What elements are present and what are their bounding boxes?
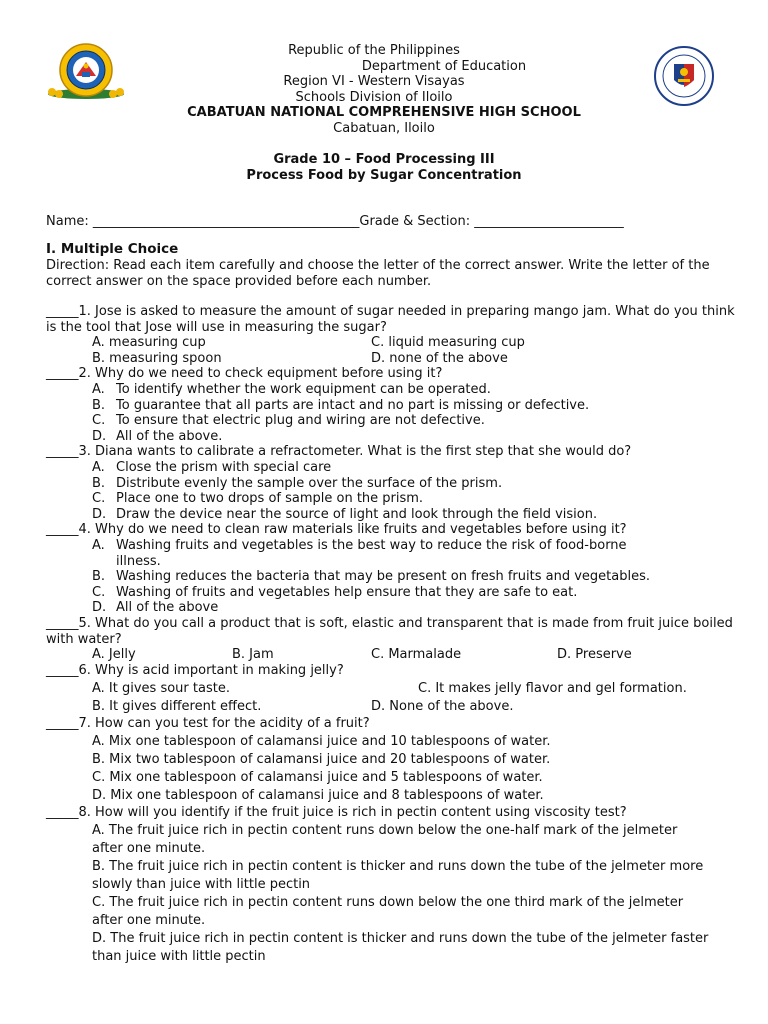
question-8-options bbox=[92, 822, 724, 966]
question-6-option-a: A. It gives sour taste. bbox=[92, 681, 230, 696]
question-1 bbox=[46, 304, 736, 335]
question-1-option-b: B. measuring spoon bbox=[92, 351, 222, 366]
question-6-option-d: D. None of the above. bbox=[371, 699, 514, 714]
question-5-option-b: B. Jam bbox=[232, 647, 274, 662]
question-3-options bbox=[92, 460, 732, 522]
header-division: Schools Division of Iloilo bbox=[295, 89, 453, 105]
question-3-option-a bbox=[92, 460, 732, 476]
question-3-stem: _____3. Diana wants to calibrate a refractometer. What is the first step that she would do? bbox=[46, 444, 632, 459]
question-7-option-b: B. Mix two tablespoon of calamansi juice and 20 tablespoons of water. bbox=[92, 752, 551, 767]
option-letter: A. bbox=[92, 382, 105, 397]
question-6-option-c: C. It makes jelly flavor and gel formation. bbox=[418, 681, 687, 696]
question-1-option-c: C. liquid measuring cup bbox=[371, 335, 525, 350]
option-text: To ensure that electric plug and wiring are not defective. bbox=[116, 413, 485, 428]
option-text: To identify whether the work equipment can be operated. bbox=[116, 382, 491, 397]
option-letter: D. bbox=[92, 506, 107, 522]
question-5-option-c: C. Marmalade bbox=[371, 647, 462, 662]
question-1-option-d: D. none of the above bbox=[371, 351, 508, 366]
header-republic: Republic of the Philippines bbox=[288, 43, 460, 58]
header-school-name: CABATUAN NATIONAL COMPREHENSIVE HIGH SCHOOL bbox=[187, 105, 581, 120]
question-7-option-a: A. Mix one tablespoon of calamansi juice and 10 tablespoons of water. bbox=[92, 734, 551, 749]
question-4-stem: _____4. Why do we need to clean raw materials like fruits and vegetables before using it? bbox=[46, 522, 627, 537]
question-3-option-c bbox=[92, 491, 732, 507]
question-5-option-a: A. Jelly bbox=[92, 647, 136, 662]
option-text: Close the prism with special care bbox=[116, 460, 332, 475]
option-text: Place one to two drops of sample on the prism. bbox=[116, 491, 424, 506]
option-text: Distribute evenly the sample over the surface of the prism. bbox=[116, 475, 503, 491]
question-8-option-d: D. The fruit juice rich in pectin content is thicker and runs down the tube of the jelmeter faster than juice with little pectin bbox=[92, 931, 709, 964]
header-block bbox=[0, 43, 768, 136]
option-letter: D. bbox=[92, 600, 107, 615]
option-text: Washing of fruits and vegetables help ensure that they are safe to eat. bbox=[116, 584, 578, 600]
option-letter: C. bbox=[92, 413, 106, 428]
question-5-option-d: D. Preserve bbox=[557, 647, 632, 662]
question-8-option-b: B. The fruit juice rich in pectin content is thicker and runs down the tube of the jelmeter more slowly than juice with little pectin bbox=[92, 859, 704, 892]
header-school-location: Cabatuan, Iloilo bbox=[333, 120, 435, 136]
question-2 bbox=[46, 366, 736, 382]
question-7 bbox=[46, 716, 736, 732]
question-2-stem: _____2. Why do we need to check equipment before using it? bbox=[46, 366, 443, 381]
question-2-option-d bbox=[92, 429, 732, 445]
option-text: All of the above. bbox=[116, 428, 223, 444]
option-text: Draw the device near the source of light and look through the field vision. bbox=[116, 506, 598, 522]
question-8 bbox=[46, 805, 736, 821]
question-7-stem: _____7. How can you test for the acidity of a fruit? bbox=[46, 716, 370, 731]
question-4 bbox=[46, 522, 736, 538]
question-1-option-a: A. measuring cup bbox=[92, 335, 206, 350]
question-4-option-c bbox=[92, 585, 732, 601]
option-text: Washing fruits and vegetables is the best way to reduce the risk of food-borne illness. bbox=[116, 538, 627, 569]
question-2-option-c bbox=[92, 413, 732, 429]
question-8-stem: _____8. How will you identify if the fruit juice is rich in pectin content using viscosity test? bbox=[46, 805, 627, 820]
question-5-stem: _____5. What do you call a product that is soft, elastic and transparent that is made from fruit juice boiled with water? bbox=[46, 616, 733, 647]
question-4-option-b bbox=[92, 569, 732, 585]
question-1-stem: _____1. Jose is asked to measure the amount of sugar needed in preparing mango jam. What do you think is the tool that Jose will use in measuring the sugar? bbox=[46, 304, 735, 335]
question-3-option-b bbox=[92, 476, 732, 492]
question-4-option-d bbox=[92, 600, 732, 616]
section-title: I. Multiple Choice bbox=[46, 241, 179, 257]
document-title bbox=[0, 152, 768, 183]
question-7-options bbox=[92, 733, 732, 805]
question-2-option-b bbox=[92, 398, 732, 414]
question-7-option-c: C. Mix one tablespoon of calamansi juice and 5 tablespoons of water. bbox=[92, 770, 543, 785]
question-6-option-b: B. It gives different effect. bbox=[92, 699, 262, 714]
question-6-stem: _____6. Why is acid important in making jelly? bbox=[46, 663, 344, 678]
question-2-options bbox=[92, 382, 732, 444]
question-6 bbox=[46, 663, 736, 679]
option-letter: B. bbox=[92, 569, 106, 584]
name-grade-section-line: Name: _________________________________________Grade & Section: _______________________ bbox=[46, 214, 624, 229]
question-3-option-d bbox=[92, 507, 732, 523]
title-grade: Grade 10 – Food Processing III bbox=[273, 152, 495, 167]
question-4-options bbox=[92, 538, 732, 616]
question-8-option-c: C. The fruit juice rich in pectin content runs down below the one third mark of the jelmeter after one minute. bbox=[92, 895, 684, 928]
option-letter: A. bbox=[92, 460, 105, 475]
option-text: All of the above bbox=[116, 600, 219, 615]
option-letter: D. bbox=[92, 428, 107, 444]
question-7-option-d: D. Mix one tablespoon of calamansi juice and 8 tablespoons of water. bbox=[92, 788, 544, 803]
option-letter: A. bbox=[92, 538, 105, 553]
option-letter: C. bbox=[92, 491, 106, 506]
option-letter: C. bbox=[92, 584, 106, 600]
question-4-option-a bbox=[92, 538, 732, 569]
option-text: To guarantee that all parts are intact and no part is missing or defective. bbox=[116, 397, 590, 413]
question-5 bbox=[46, 616, 736, 647]
question-8-option-a: A. The fruit juice rich in pectin content runs down below the one-half mark of the jelmeter after one minute. bbox=[92, 823, 678, 856]
question-2-option-a bbox=[92, 382, 732, 398]
section-direction: Direction: Read each item carefully and choose the letter of the correct answer. Write the letter of the correct answer on the space provided before each number. bbox=[46, 258, 710, 289]
question-3 bbox=[46, 444, 736, 460]
header-department: Department of Education bbox=[361, 58, 527, 74]
header-region: Region VI - Western Visayas bbox=[283, 74, 465, 89]
title-topic: Process Food by Sugar Concentration bbox=[246, 167, 522, 183]
option-text: Washing reduces the bacteria that may be present on fresh fruits and vegetables. bbox=[116, 569, 650, 584]
option-letter: B. bbox=[92, 475, 106, 491]
option-letter: B. bbox=[92, 397, 106, 413]
